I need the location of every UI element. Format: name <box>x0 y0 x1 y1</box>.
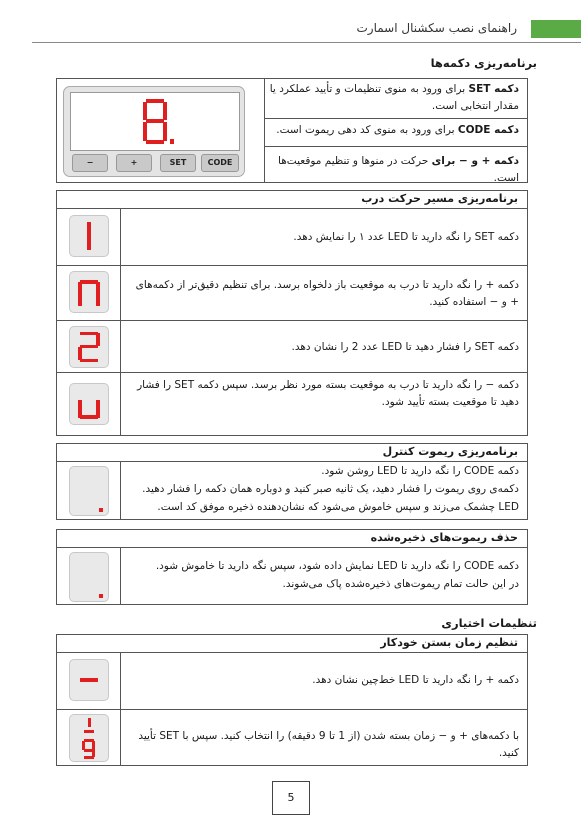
led-dot-icon <box>69 552 109 602</box>
set-button-description: دکمه SET برای ورود به منوی تنظیمات و تأیید عملکرد یا مقدار انتخابی است. <box>269 83 519 112</box>
header-title: راهنمای نصب سکشنال اسمارت <box>356 21 517 35</box>
minus-button[interactable]: − <box>72 154 108 172</box>
delete-line-2: در این حالت تمام ریموت‌های ذخیره‌شده پاک می‌شوند. <box>282 578 519 590</box>
plus-minus-description: دکمه + و − برای حرکت در منوها و تنظیم موقعیت‌ها است. <box>278 155 519 184</box>
plus-button[interactable]: + <box>116 154 152 172</box>
path-section-title: برنامه‌ریزی مسیر حرکت درب <box>361 192 518 205</box>
delete-line-1: دکمه CODE را نگه دارید تا LED نمایش داده شود، سپس نگه دارید تا خاموش شود. <box>155 560 519 572</box>
path-step-2-text: دکمه + را نگه دارید تا درب به موقعیت باز دلخواه برسد. برای تنظیم دقیق‌تر از دکمه‌های + و − استفاده کنید. <box>135 279 519 308</box>
remote-line-2: دکمه‌ی روی ریموت را فشار دهید، یک ثانیه صبر کنید و دوباره همان دکمه را فشار دهید. <box>142 483 519 495</box>
code-button-description: دکمه CODE برای ورود به منوی کد دهی ریموت است. <box>276 124 519 136</box>
optional-section-title: تنظیمات اختیاری <box>441 616 537 630</box>
led-display <box>70 92 240 151</box>
auto-close-step-2-text: با دکمه‌های + و − زمان بسته شدن (از 1 تا 9 دقیقه) را انتخاب کنید. سپس با SET تأیید کنید. <box>138 730 519 759</box>
path-step-3-text: دکمه SET را فشار دهید تا LED عدد 2 را نشان دهد. <box>291 341 519 353</box>
code-button[interactable]: CODE <box>201 154 239 172</box>
remote-section-title: برنامه‌ریزی ریموت کنترل <box>382 445 518 458</box>
buttons-section-title: برنامه‌ریزی دکمه‌ها <box>430 56 537 70</box>
header-divider <box>32 42 581 43</box>
remote-line-3: LED چشمک می‌زند و سپس خاموش می‌شود که نشان‌دهنده ذخیره موفق کد است. <box>157 501 519 513</box>
auto-close-subtitle: تنظیم زمان بستن خودکار <box>380 636 518 649</box>
page-header <box>32 14 581 44</box>
led-digit-2-icon <box>69 326 109 368</box>
controller-panel-image <box>63 86 245 177</box>
led-digit-8 <box>71 93 239 150</box>
auto-close-step-1-text: دکمه + را نگه دارید تا LED خط‌چین نشان دهد. <box>312 674 519 686</box>
delete-section-title: حذف ریموت‌های ذخیره‌شده <box>370 531 518 544</box>
led-digit-1-icon <box>69 215 109 257</box>
led-dash-icon <box>69 659 109 701</box>
header-accent-bar <box>531 20 581 38</box>
set-button[interactable]: SET <box>160 154 196 172</box>
path-step-4-text: دکمه − را نگه دارید تا درب به موقعیت بسته مورد نظر برسد. سپس دکمه SET را فشار دهید تا موقعیت بسته تأیید شود. <box>137 379 519 408</box>
led-dot-icon <box>69 466 109 516</box>
led-letter-u-icon <box>69 383 109 425</box>
led-letter-n-icon <box>69 271 109 313</box>
path-step-1-text: دکمه SET را نگه دارید تا LED عدد ۱ را نمایش دهد. <box>293 231 519 243</box>
page-number: 5 <box>272 781 310 815</box>
led-minutes-1-9-icon <box>69 714 109 762</box>
remote-line-1: دکمه CODE را نگه دارید تا LED روشن شود. <box>321 465 519 477</box>
